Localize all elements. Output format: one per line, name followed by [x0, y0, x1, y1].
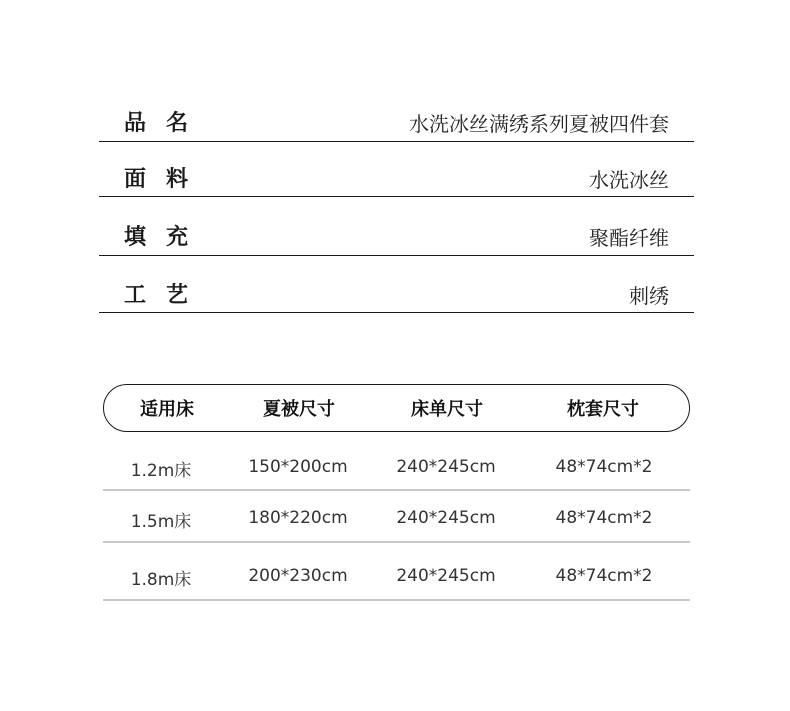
cell-quilt: 180*220cm	[248, 508, 348, 528]
spec-table	[99, 96, 694, 313]
size-row-2	[103, 491, 690, 543]
size-table-header	[103, 384, 690, 432]
spec-row-craft	[99, 256, 694, 313]
size-row-1	[103, 440, 690, 491]
spec-label: 工艺	[124, 283, 209, 308]
header-pillowcase-size: 枕套尺寸	[567, 399, 639, 420]
cell-pillowcase: 48*74cm*2	[555, 457, 653, 477]
size-row-3	[103, 543, 690, 601]
spec-label: 填充	[124, 225, 209, 250]
header-bed: 适用床	[140, 399, 194, 420]
cell-bed: 1.2m床	[130, 461, 192, 481]
spec-row-name	[99, 96, 694, 142]
spec-label: 面料	[124, 167, 209, 192]
cell-bed: 1.8m床	[130, 570, 192, 590]
row-divider	[103, 599, 690, 601]
spec-value: 水洗冰丝满绣系列夏被四件套	[409, 112, 669, 136]
cell-sheet: 240*245cm	[396, 566, 496, 586]
cell-quilt: 200*230cm	[248, 566, 348, 586]
spec-value: 刺绣	[629, 284, 669, 308]
cell-bed: 1.5m床	[130, 512, 192, 532]
spec-value: 聚酯纤维	[589, 226, 669, 250]
cell-sheet: 240*245cm	[396, 457, 496, 477]
spec-label: 品名	[124, 111, 209, 136]
spec-row-filling	[99, 197, 694, 256]
header-sheet-size: 床单尺寸	[411, 399, 483, 420]
spec-value: 水洗冰丝	[589, 168, 669, 192]
cell-quilt: 150*200cm	[248, 457, 348, 477]
cell-sheet: 240*245cm	[396, 508, 496, 528]
spec-row-fabric	[99, 142, 694, 197]
header-quilt-size: 夏被尺寸	[263, 399, 335, 420]
cell-pillowcase: 48*74cm*2	[555, 508, 653, 528]
cell-pillowcase: 48*74cm*2	[555, 566, 653, 586]
